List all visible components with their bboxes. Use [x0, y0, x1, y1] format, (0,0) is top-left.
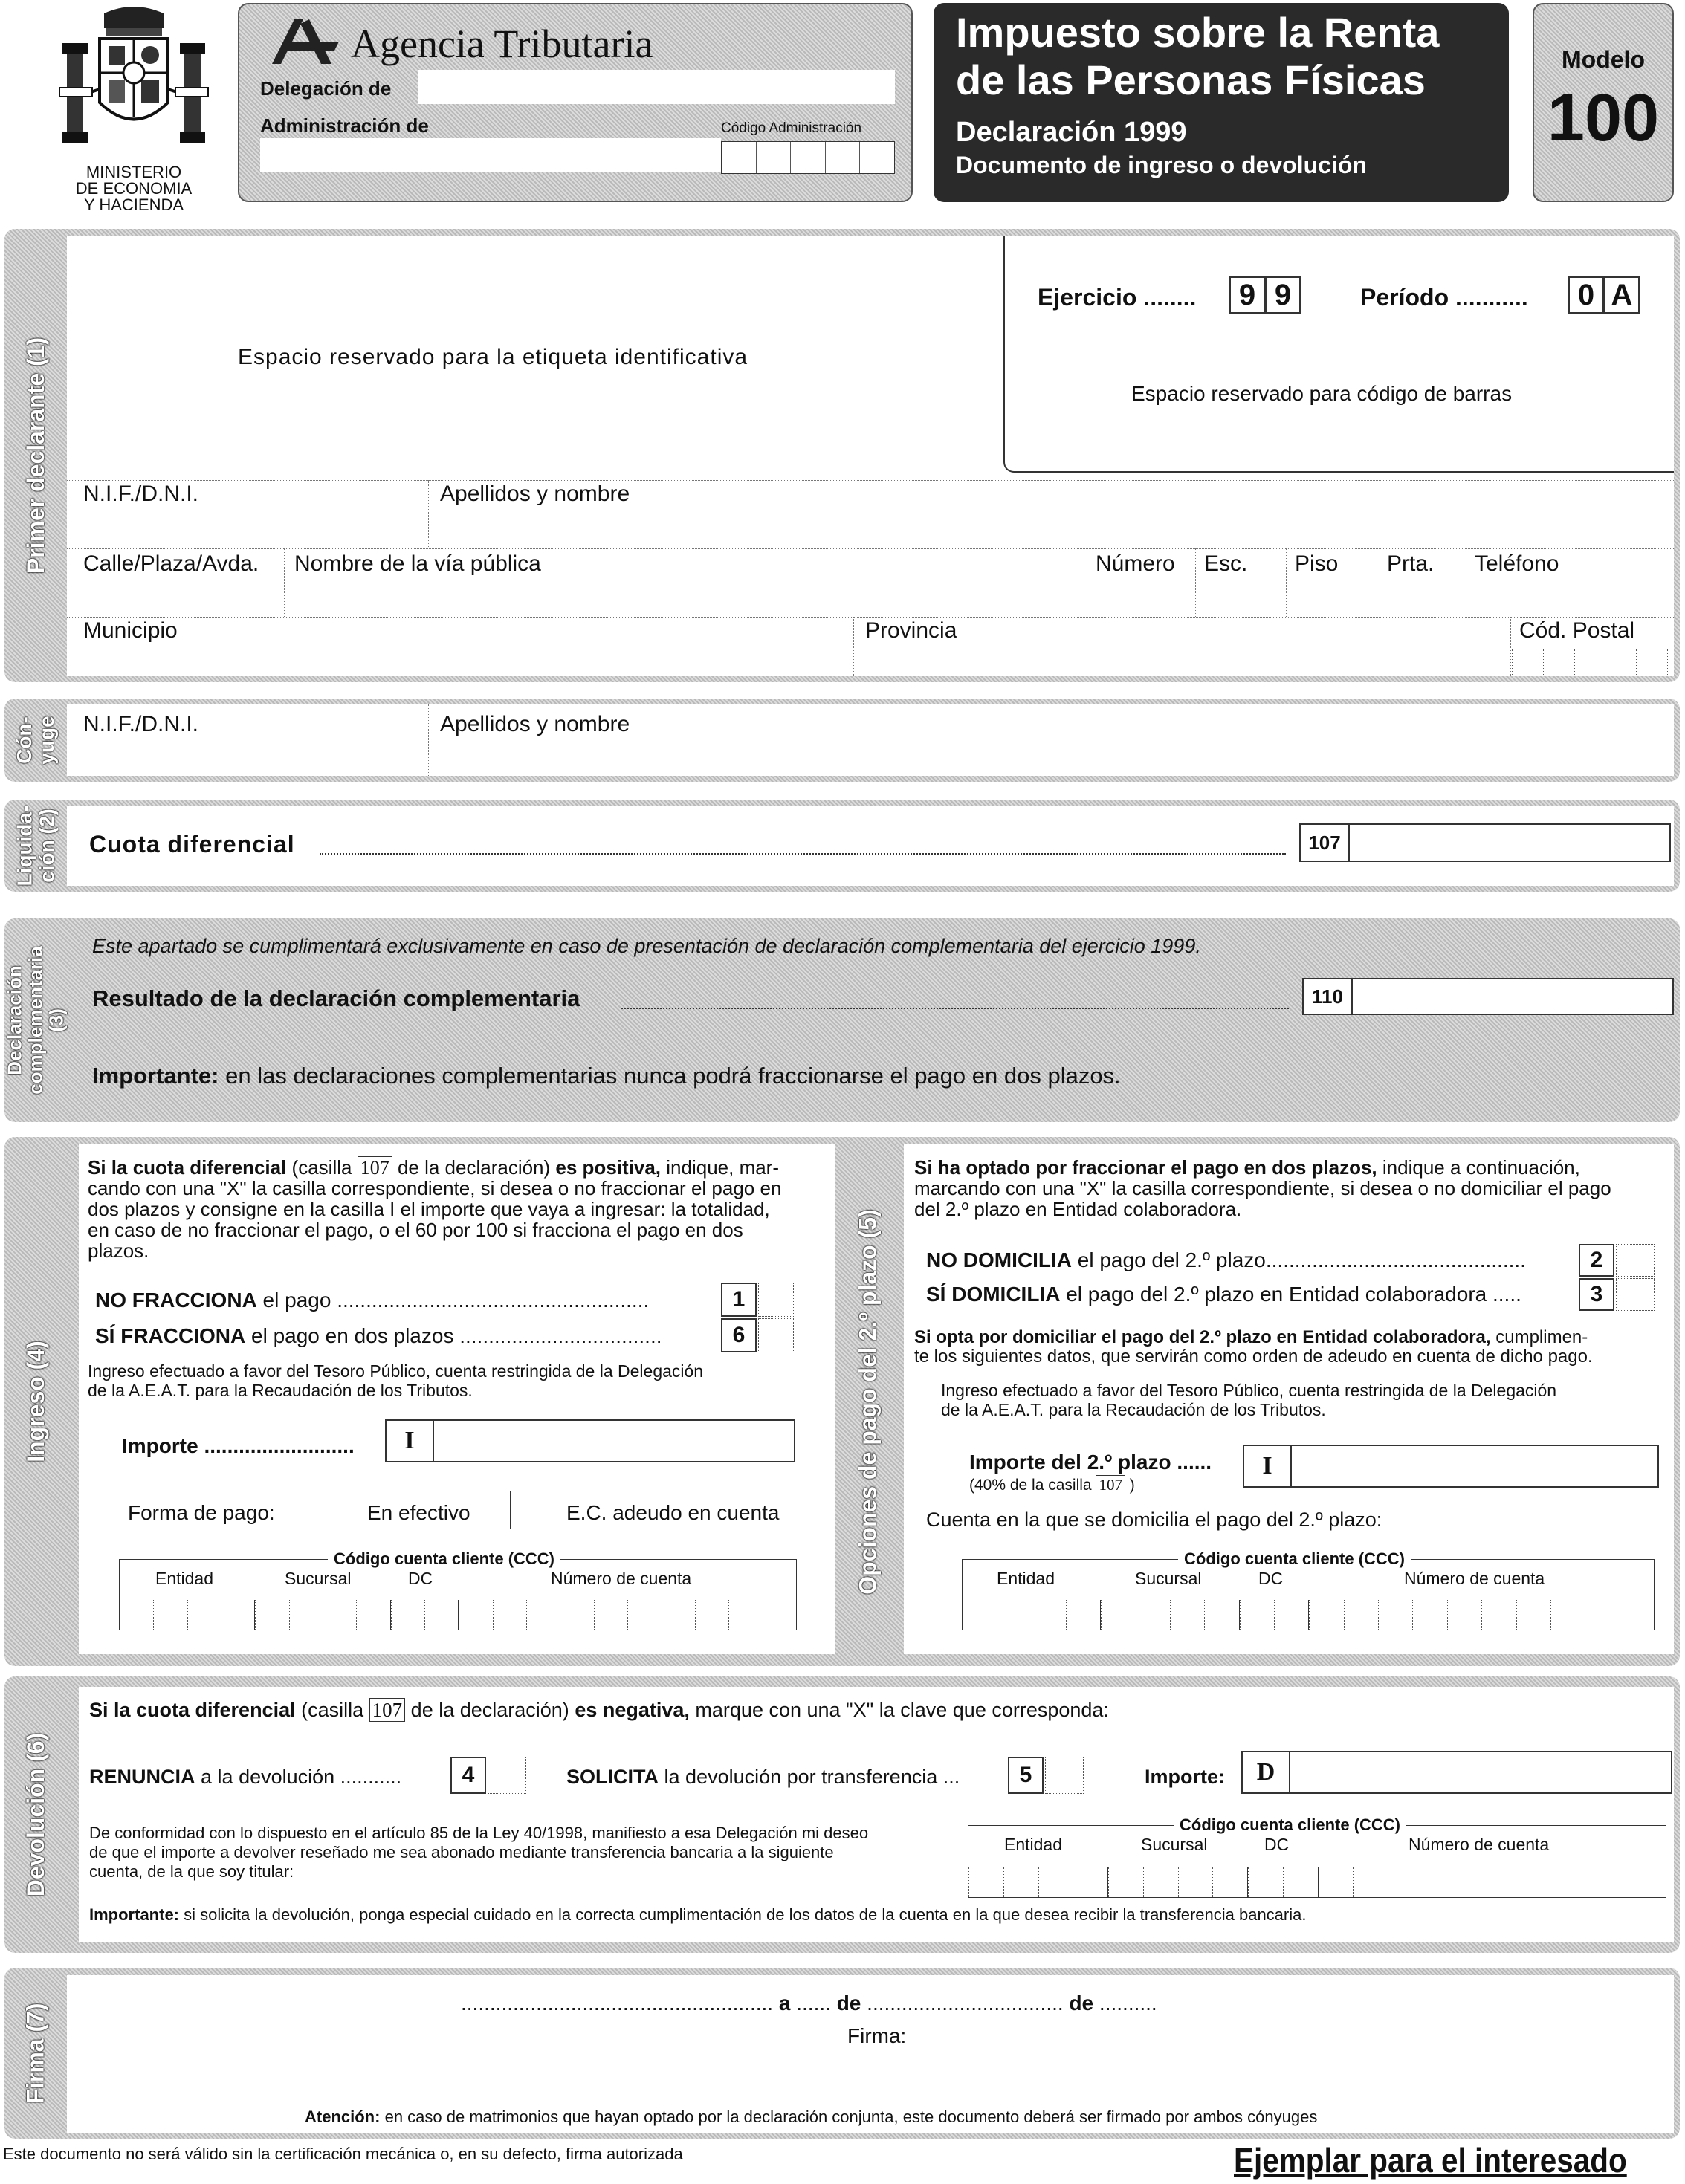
ministry-name: MINISTERIO DE ECONOMIA Y HACIENDA	[75, 163, 193, 214]
casilla-110-code: 110	[1304, 979, 1353, 1014]
casilla-3[interactable]: 3	[1579, 1278, 1614, 1311]
adeudo-label: E.C. adeudo en cuenta	[566, 1501, 780, 1524]
ingreso-intro-box: 107	[358, 1156, 392, 1179]
form-title-line1: Impuesto sobre la Renta	[956, 9, 1440, 56]
form-subtitle-line2: Documento de ingreso o devolución	[956, 152, 1367, 178]
ministry-logo	[52, 6, 216, 214]
declarante-panel	[67, 236, 1674, 676]
section-label-conyuge: Cón- yuge	[13, 716, 58, 765]
ingreso-ccc-title: Código cuenta cliente (CCC)	[328, 1549, 560, 1569]
agency-logo-icon	[272, 19, 339, 68]
casilla-2[interactable]: 2	[1579, 1244, 1614, 1277]
casilla-1[interactable]: 1	[721, 1283, 757, 1317]
telefono-field[interactable]	[1467, 581, 1674, 615]
conformidad-line3: cuenta, de la que soy titular:	[89, 1862, 294, 1881]
firma-atencion: Atención: en caso de matrimonios que hayan optado por la declaración conjunta, este documento deberá ser firmado por ambos cónyuges	[305, 2107, 1318, 2126]
devolucion-importe-label: Importe:	[1145, 1766, 1225, 1788]
importe-2-plazo-field[interactable]	[1243, 1445, 1659, 1488]
ingreso-entidad-label: Entidad	[155, 1569, 214, 1588]
calle-field[interactable]	[67, 581, 282, 615]
si-domicilia-label: SÍ DOMICILIA el pago del 2.º plazo en Entidad colaboradora .....	[926, 1283, 1521, 1306]
opciones-intro-line2: marcando con una "X" la casilla correspondiente, si desea o no domiciliar el pago	[914, 1177, 1611, 1199]
ejercicio-digit-2[interactable]: 9	[1265, 276, 1301, 314]
agency-panel	[238, 3, 913, 202]
form-title-line2: de las Personas Físicas	[956, 56, 1426, 103]
codigo-admin-label: Código Administración	[721, 120, 862, 136]
section-conyuge	[4, 699, 1680, 782]
agency-name: Agencia Tributaria	[351, 22, 653, 66]
efectivo-label: En efectivo	[367, 1501, 470, 1524]
section-primer-declarante	[4, 229, 1680, 682]
administracion-field[interactable]	[260, 138, 721, 172]
administracion-label: Administración de	[260, 114, 429, 137]
section-label-opciones: Opciones de pago del 2.º plazo (5)	[854, 1208, 882, 1595]
opciones-panel	[904, 1144, 1674, 1654]
prta-field[interactable]	[1378, 581, 1464, 615]
ingreso-sucursal-label: Sucursal	[285, 1569, 352, 1588]
via-field[interactable]	[285, 581, 1082, 615]
devolucion-ccc-title: Código cuenta cliente (CCC)	[1174, 1815, 1406, 1835]
forma-pago-label: Forma de pago:	[128, 1501, 275, 1524]
opciones-intro-line3: del 2.º plazo en Entidad colaboradora.	[914, 1198, 1242, 1220]
conyuge-nif-label: N.I.F./D.N.I.	[83, 712, 199, 736]
delegacion-label: Delegación de	[260, 77, 392, 100]
casilla-107[interactable]	[1299, 823, 1671, 862]
esc-label: Esc.	[1204, 551, 1248, 576]
ingreso-importe-label: Importe ..........................	[122, 1434, 355, 1457]
prta-label: Prta.	[1387, 551, 1435, 576]
ingreso-importe-code: I	[387, 1421, 434, 1461]
telefono-label: Teléfono	[1475, 551, 1559, 576]
numero-label: Número	[1096, 551, 1175, 576]
section-label-ingreso: Ingreso (4)	[22, 1341, 50, 1462]
conyuge-panel	[67, 704, 1674, 776]
apellidos-label: Apellidos y nombre	[440, 482, 630, 506]
casilla-110[interactable]	[1302, 978, 1674, 1015]
importe-2-plazo-sub: (40% de la casilla 107 )	[969, 1476, 1135, 1494]
ejercicio-label: Ejercicio ........	[1038, 284, 1197, 311]
opciones-intro-line1: Si ha optado por fraccionar el pago en dos plazos, indique a continuación,	[914, 1156, 1580, 1179]
firma-panel	[67, 1975, 1674, 2133]
apellidos-field[interactable]	[430, 513, 1674, 547]
devolucion-importe-field[interactable]	[1241, 1751, 1672, 1794]
codigo-admin-field[interactable]	[721, 141, 895, 174]
casilla-5-mark[interactable]	[1045, 1757, 1084, 1794]
ingreso-importe-field[interactable]	[385, 1419, 795, 1462]
opciones-favor-line2: de la A.E.A.T. para la Recaudación de los Tributos.	[941, 1400, 1326, 1419]
resultado-label: Resultado de la declaración complementaria	[92, 985, 580, 1011]
firma-date-line[interactable]: ...................................................... a ...... de .................................. de ..........	[461, 1992, 1157, 2015]
cuenta-domicilia-label: Cuenta en la que se domicilia el pago del 2.º plazo:	[926, 1509, 1382, 1531]
devolucion-panel	[79, 1687, 1674, 1942]
opciones-dc-label: DC	[1258, 1569, 1284, 1588]
section-liquidacion	[4, 800, 1680, 892]
casilla-1-mark[interactable]	[758, 1283, 794, 1317]
modelo-number: 100	[1547, 81, 1660, 155]
ingreso-favor-line1: Ingreso efectuado a favor del Tesoro Público, cuenta restringida de la Delegación	[88, 1361, 704, 1381]
provincia-field[interactable]	[855, 648, 1509, 675]
ejercicio-digit-1[interactable]: 9	[1229, 276, 1265, 314]
devolucion-sucursal-label: Sucursal	[1141, 1835, 1208, 1854]
complementaria-note: Este apartado se cumplimentará exclusivamente en caso de presentación de declaración complementaria del ejercicio 1999.	[92, 935, 1201, 957]
ingreso-panel	[79, 1144, 835, 1654]
si-fracciona-label: SÍ FRACCIONA el pago en dos plazos ...................................	[95, 1324, 662, 1347]
section-ingreso-opciones	[4, 1137, 1680, 1666]
casilla-2-mark[interactable]	[1616, 1244, 1655, 1277]
etiqueta-text: Espacio reservado para la etiqueta identificativa	[238, 345, 748, 369]
ingreso-numero-cuenta-label: Número de cuenta	[551, 1569, 692, 1588]
ingreso-favor-line2: de la A.E.A.T. para la Recaudación de los Tributos.	[88, 1381, 473, 1400]
cuota-diferencial-label: Cuota diferencial	[89, 831, 295, 858]
cp-label: Cód. Postal	[1519, 618, 1635, 643]
periodo-digit-2[interactable]: A	[1604, 276, 1640, 314]
section-firma	[4, 1968, 1680, 2139]
ingreso-intro-line3: dos plazos y consigne en la casilla I el importe que vaya a ingresar: la totalidad,	[88, 1198, 770, 1220]
casilla-4-mark[interactable]	[488, 1757, 526, 1794]
opciones-numero-cuenta-label: Número de cuenta	[1404, 1569, 1545, 1588]
devolucion-intro: Si la cuota diferencial (casilla 107 de la declaración) es negativa, marque con una "X" la clave que corresponda:	[89, 1699, 1109, 1721]
casilla-5[interactable]: 5	[1008, 1757, 1044, 1794]
section-label-complementaria: Declaración complementaria (3)	[4, 946, 68, 1095]
conyuge-nif-field[interactable]	[67, 742, 427, 774]
municipio-label: Municipio	[83, 618, 178, 643]
calle-label: Calle/Plaza/Avda.	[83, 551, 259, 576]
ingreso-dc-label: DC	[408, 1569, 433, 1588]
signature-area[interactable]	[290, 2052, 1479, 2104]
conformidad-line1: De conformidad con lo dispuesto en el artículo 85 de la Ley 40/1998, manifiesto a esa Delegación mi deseo	[89, 1824, 869, 1842]
title-panel	[934, 3, 1509, 202]
devolucion-numero-cuenta-label: Número de cuenta	[1409, 1835, 1550, 1854]
section-label-liquidacion: Liquida- ción (2)	[13, 805, 58, 887]
esc-field[interactable]	[1197, 581, 1284, 615]
casilla-107-code: 107	[1301, 825, 1350, 861]
importe-2-plazo-code: I	[1244, 1446, 1292, 1486]
periodo-digit-1[interactable]: 0	[1568, 276, 1604, 314]
piso-label: Piso	[1295, 551, 1339, 576]
opta-line1: Si opta por domiciliar el pago del 2.º plazo en Entidad colaboradora, cumplimen-	[914, 1327, 1588, 1347]
piso-field[interactable]	[1287, 581, 1375, 615]
conyuge-apellidos-field[interactable]	[431, 742, 1674, 774]
section-label-firma: Firma (7)	[22, 2003, 50, 2104]
renuncia-label: RENUNCIA a la devolución ...........	[89, 1766, 402, 1788]
via-label: Nombre de la vía pública	[294, 551, 541, 576]
opciones-ccc-title: Código cuenta cliente (CCC)	[1178, 1549, 1411, 1569]
periodo-label: Período ...........	[1360, 284, 1528, 311]
devolucion-entidad-label: Entidad	[1004, 1835, 1063, 1854]
section-label-devolucion: Devolución (6)	[22, 1732, 49, 1897]
no-domicilia-label: NO DOMICILIA el pago del 2.º plazo.............................................	[926, 1248, 1526, 1271]
adeudo-checkbox[interactable]	[510, 1491, 557, 1529]
provincia-label: Provincia	[865, 618, 957, 643]
casilla-3-mark[interactable]	[1616, 1278, 1655, 1311]
coat-of-arms-icon	[52, 6, 216, 155]
liquidacion-panel	[67, 806, 1674, 886]
section-devolucion	[4, 1676, 1680, 1953]
section-complementaria	[4, 918, 1680, 1122]
nif-field[interactable]	[67, 513, 428, 547]
numero-field[interactable]	[1085, 581, 1194, 615]
conformidad-line2: de que el importe a devolver reseñado me sea abonado mediante transferencia bancaria a la siguiente	[89, 1843, 834, 1861]
nif-label: N.I.F./D.N.I.	[83, 482, 199, 506]
no-fracciona-label: NO FRACCIONA el pago ......................................................	[95, 1289, 650, 1312]
devolucion-ccc[interactable]	[968, 1815, 1666, 1898]
form-subtitle-line1: Declaración 1999	[956, 117, 1187, 148]
solicita-label: SOLICITA la devolución por transferencia ...	[566, 1766, 960, 1788]
barcode-text: Espacio reservado para código de barras	[1131, 382, 1513, 405]
modelo-label: Modelo	[1562, 46, 1645, 73]
importe-2-plazo-label: Importe del 2.º plazo ......	[969, 1451, 1212, 1474]
ejemplar-label: Ejemplar para el interesado	[1234, 2141, 1627, 2180]
opciones-sucursal-label: Sucursal	[1135, 1569, 1202, 1588]
validity-note: Este documento no será válido sin la certificación mecánica o, en su defecto, firma autorizada	[3, 2145, 683, 2163]
devolucion-dc-label: DC	[1264, 1835, 1290, 1854]
ingreso-ccc[interactable]	[119, 1549, 797, 1630]
section-label-declarante: Primer declarante (1)	[22, 337, 50, 574]
conyuge-apellidos-label: Apellidos y nombre	[440, 712, 630, 736]
devolucion-importante: Importante: si solicita la devolución, ponga especial cuidado en la correcta cumplimentación de los datos de la cuenta en la que desea recibir la transferencia bancaria.	[89, 1905, 1307, 1924]
casilla-6-mark[interactable]	[758, 1318, 794, 1352]
complementaria-importante: Importante: en las declaraciones complementarias nunca podrá fraccionarse el pago en dos plazos.	[92, 1063, 1121, 1089]
delegacion-field[interactable]	[418, 70, 895, 104]
opciones-favor-line1: Ingreso efectuado a favor del Tesoro Público, cuenta restringida de la Delegación	[941, 1381, 1557, 1400]
ingreso-intro-line4: en caso de no fraccionar el pago, o el 60 por 100 si fracciona el pago en dos	[88, 1219, 743, 1241]
ejercicio-periodo-box	[1003, 236, 1674, 473]
devolucion-importe-code: D	[1243, 1752, 1290, 1792]
ingreso-intro-line5: plazos.	[88, 1240, 149, 1262]
casilla-4[interactable]: 4	[450, 1757, 486, 1794]
opta-line2: te los siguientes datos, que servirán como orden de adeudo en cuenta de dicho pago.	[914, 1347, 1593, 1367]
opciones-ccc[interactable]	[962, 1549, 1655, 1630]
firma-label: Firma:	[847, 2024, 907, 2047]
opciones-entidad-label: Entidad	[997, 1569, 1055, 1588]
ingreso-intro-line1: Si la cuota diferencial (casilla 107 de la declaración) es positiva, indique, mar-	[88, 1156, 779, 1179]
casilla-6[interactable]: 6	[721, 1318, 757, 1352]
efectivo-checkbox[interactable]	[311, 1491, 358, 1529]
cp-field[interactable]	[1512, 649, 1668, 675]
modelo-panel	[1533, 3, 1674, 202]
ingreso-intro-line2: cando con una "X" la casilla correspondiente, si desea o no fraccionar el pago en	[88, 1177, 782, 1199]
municipio-field[interactable]	[67, 648, 852, 675]
